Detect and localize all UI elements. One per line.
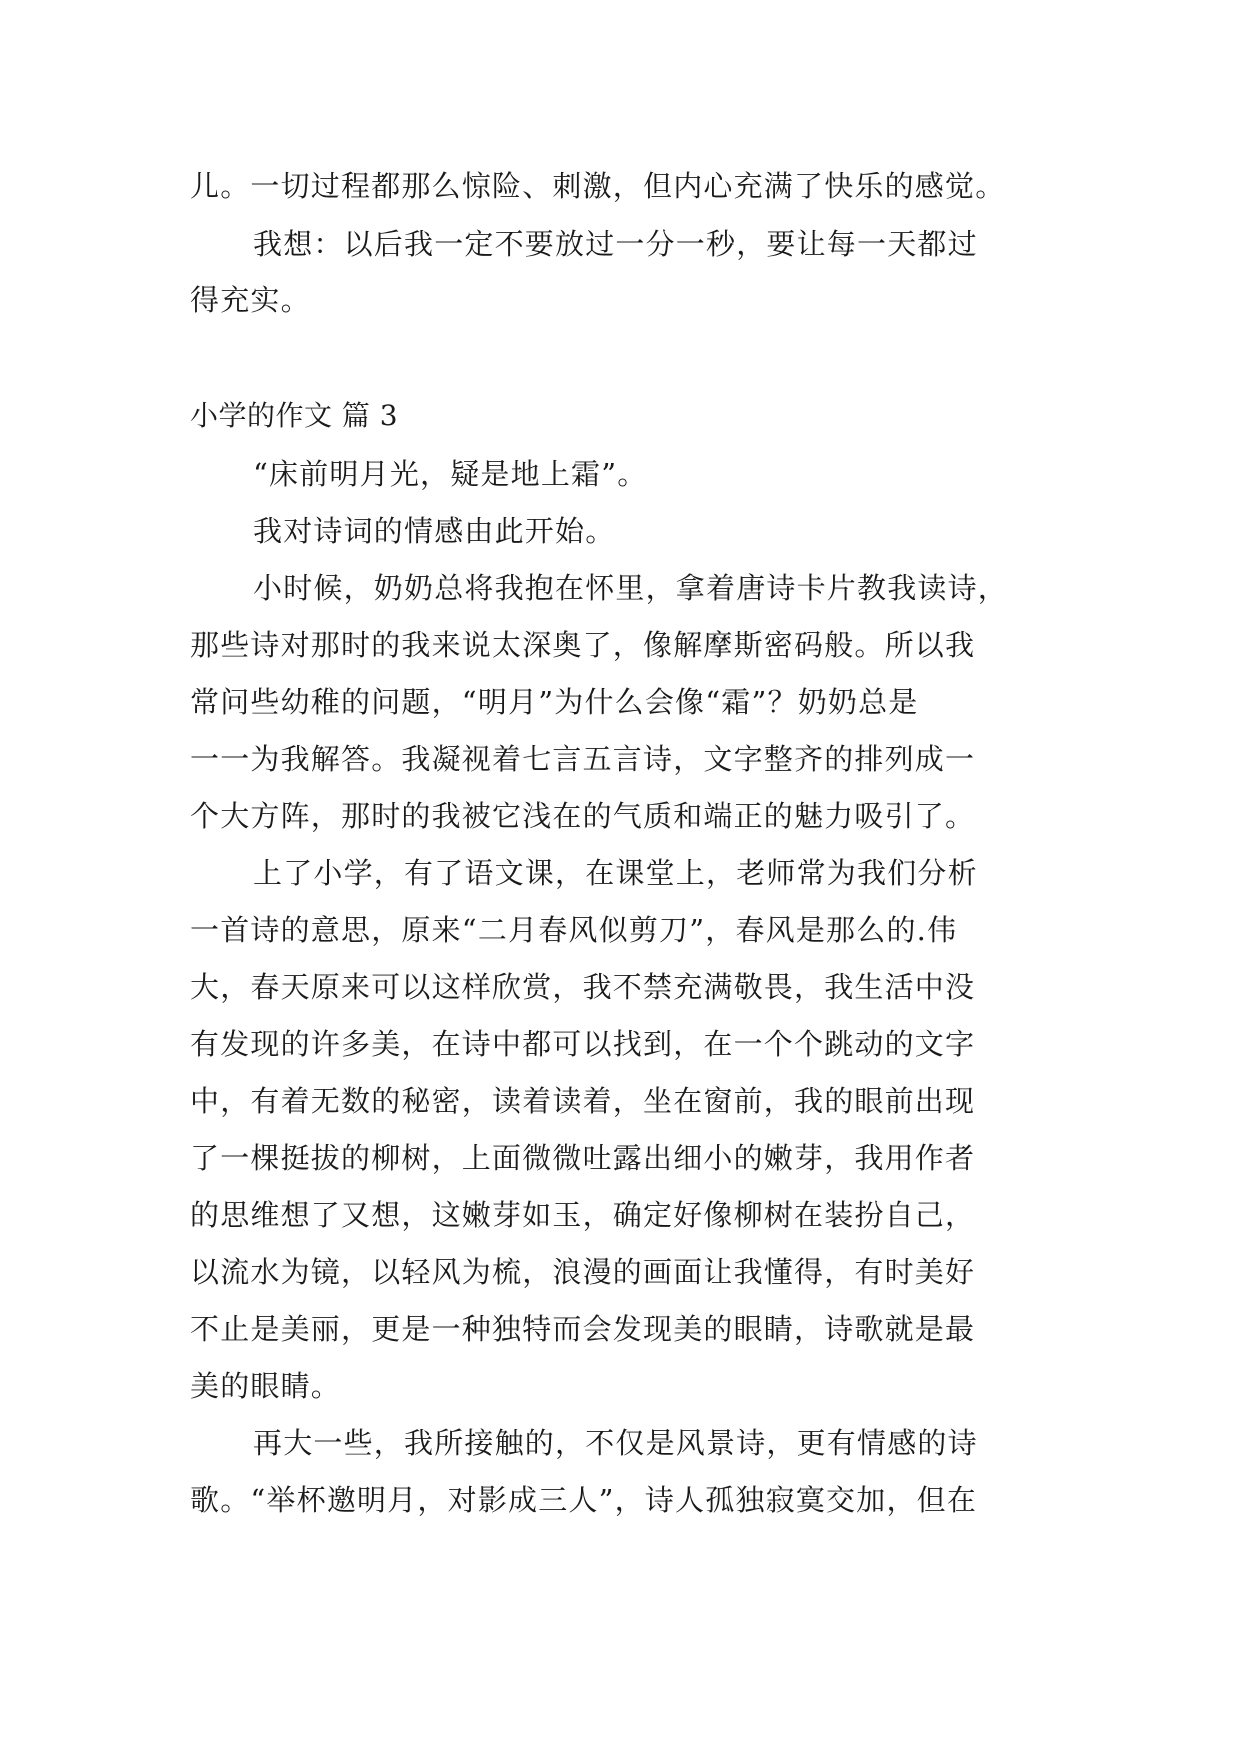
paragraph-line: 不止是美丽，更是一种独特而会发现美的眼睛，诗歌就是最 <box>190 1312 976 1346</box>
paragraph-line: 歌。“举杯邀明月，对影成三人”，诗人孤独寂寞交加，但在 <box>190 1483 978 1517</box>
paragraph-line: 个大方阵，那时的我被它浅在的气质和端正的魅力吸引了。 <box>190 799 976 833</box>
paragraph-line: 那些诗对那时的我来说太深奥了，像解摩斯密码般。所以我 <box>190 628 976 662</box>
paragraph-line: 了一棵挺拔的柳树，上面微微吐露出细小的嫩芽，我用作者 <box>190 1141 976 1175</box>
paragraph-line: 以流水为镜，以轻风为梳，浪漫的画面让我懂得，有时美好 <box>190 1255 976 1289</box>
paragraph-line: 常问些幼稚的问题，“明月”为什么会像“霜”？奶奶总是 <box>190 685 919 719</box>
paragraph-line: 小时候，奶奶总将我抱在怀里，拿着唐诗卡片教我读诗， <box>253 571 1009 605</box>
paragraph-line: 有发现的许多美，在诗中都可以找到，在一个个跳动的文字 <box>190 1027 976 1061</box>
paragraph-line: 一首诗的意思，原来“二月春风似剪刀”，春风是那么的.伟 <box>190 913 958 947</box>
paragraph-line: 美的眼睛。 <box>190 1369 342 1403</box>
paragraph-line: 中，有着无数的秘密，读着读着，坐在窗前，我的眼前出现 <box>190 1084 976 1118</box>
paragraph-line: 一一为我解答。我凝视着七言五言诗，文字整齐的排列成一 <box>190 742 976 776</box>
paragraph-line: 再大一些，我所接触的，不仅是风景诗，更有情感的诗 <box>253 1426 978 1460</box>
section-title: 小学的作文 篇 3 <box>190 399 399 432</box>
paragraph-line: 上了小学，有了语文课，在课堂上，老师常为我们分析 <box>253 856 978 890</box>
paragraph-line: 得充实。 <box>190 283 311 317</box>
paragraph-line: 儿。一切过程都那么惊险、刺激，但内心充满了快乐的感觉。 <box>190 169 1006 203</box>
paragraph-line: “床前明月光，疑是地上霜”。 <box>253 457 648 491</box>
paragraph-line: 的思维想了又想，这嫩芽如玉，确定好像柳树在装扮自己， <box>190 1198 976 1232</box>
paragraph-line: 大，春天原来可以这样欣赏，我不禁充满敬畏，我生活中没 <box>190 970 976 1004</box>
paragraph-line: 我想：以后我一定不要放过一分一秒，要让每一天都过 <box>253 227 978 261</box>
paragraph-line: 我对诗词的情感由此开始。 <box>253 514 616 548</box>
